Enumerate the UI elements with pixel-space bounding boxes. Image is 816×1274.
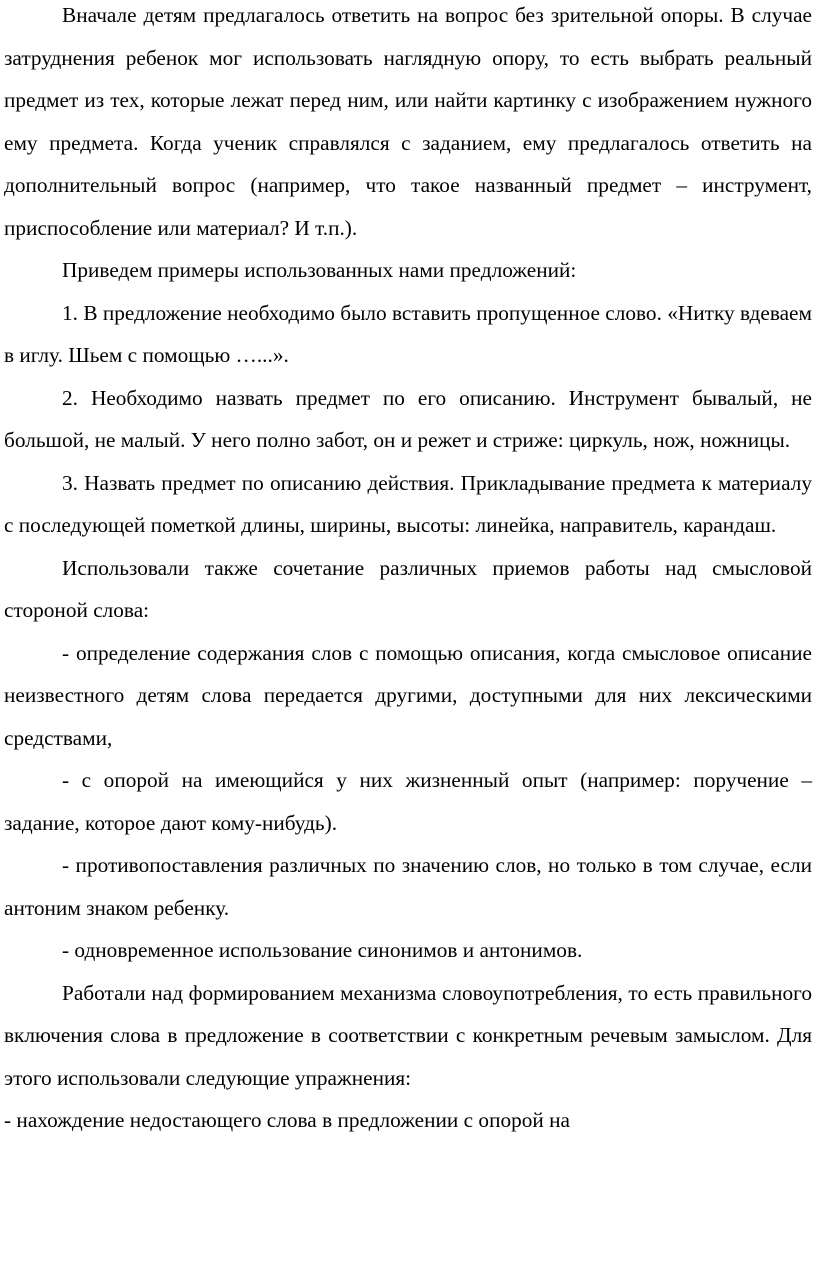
paragraph-technique-synonyms: - одновременное использование синонимов и антонимов. <box>62 938 583 962</box>
paragraph-technique-experience: - с опорой на имеющийся у них жизненный опыт (например: поручение – задание, которое дают кому-нибудь). <box>4 768 812 835</box>
paragraph-technique-description: - определение содержания слов с помощью описания, когда смысловое описание неизвестного детям слова передается другими, доступными для них лексическими средствами, <box>4 640 812 750</box>
paragraph-word-usage: Работали над формированием механизма словоупотребления, то есть правильного включения слова в предложение в соответствии с конкретным речевым замыслом. Для этого использовали следующие упражнения: <box>4 980 812 1090</box>
paragraph-intro: Вначале детям предлагалось ответить на вопрос без зрительной опоры. В случае затруднения ребенок мог использовать наглядную опору, то есть выбрать реальный предмет из тех, которые лежат перед ним, или найти картинку с изображением нужного ему предмета. Когда ученик справлялся с заданием, ему предлагалось ответить на дополнительный вопрос (например, что такое названный предмет – инструмент, приспособление или материал? И т.п.). <box>4 3 812 240</box>
paragraph-example-2: 2. Необходимо назвать предмет по его описанию. Инструмент бывалый, не большой, не малый. У него полно забот, он и режет и стриже: циркуль, нож, ножницы. <box>4 385 812 452</box>
paragraph-example-3: 3. Назвать предмет по описанию действия. Прикладывание предмета к материалу с последующей пометкой длины, ширины, высоты: линейка, направитель, карандаш. <box>4 470 812 537</box>
paragraph-example-1: 1. В предложение необходимо было вставить пропущенное слово. «Нитку вдеваем в иглу. Шьем с помощью …...». <box>4 300 812 367</box>
paragraph-examples-heading: Приведем примеры использованных нами предложений: <box>62 258 577 282</box>
paragraph-techniques: Использовали также сочетание различных приемов работы над смысловой стороной слова: <box>4 555 812 622</box>
paragraph-technique-antonyms: - противопоставления различных по значению слов, но только в том случае, если антоним знаком ребенку. <box>4 853 812 920</box>
paragraph-exercise-1: - нахождение недостающего слова в предложении с опорой на <box>4 1108 570 1132</box>
